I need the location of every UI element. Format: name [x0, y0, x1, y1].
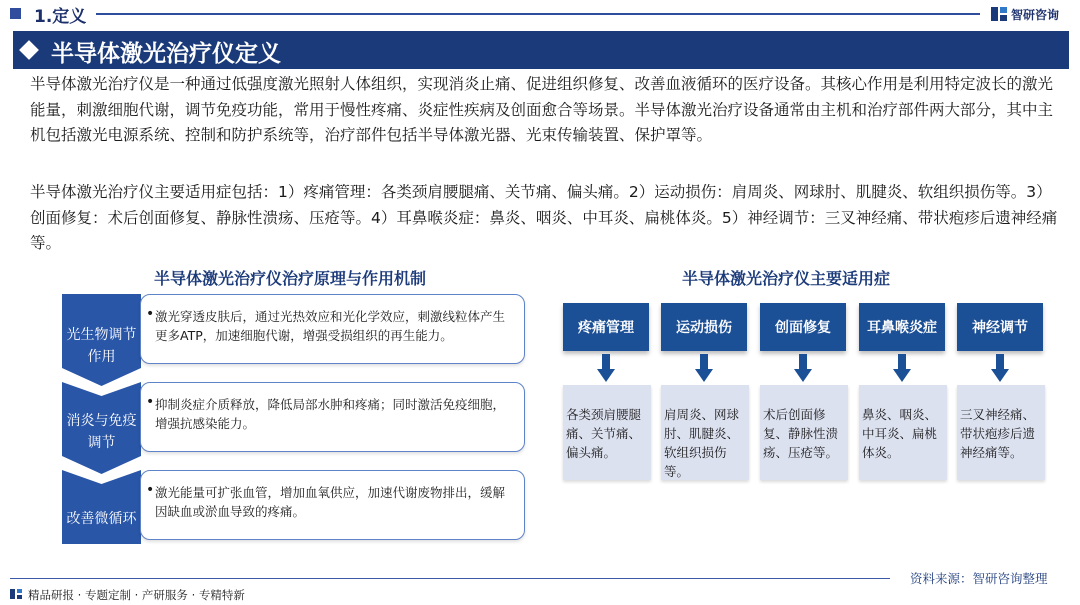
mechanism-label-2	[62, 382, 141, 474]
chevron-arrow-icon	[62, 470, 141, 544]
mechanism-desc-3	[140, 470, 525, 540]
bullet-icon: •	[146, 306, 155, 322]
bullet-icon: •	[146, 394, 155, 410]
mechanism-label-1-line1: 光生物调节	[66, 327, 137, 343]
arrow-down-icon	[695, 354, 713, 382]
brand-logo	[990, 4, 1059, 24]
mechanism-desc-1-text: 激光穿透皮肤后，通过光热效应和光化学效应，刺激线粒体产生更多ATP，加速细胞代谢，增强受损组织的再生能力。	[155, 309, 506, 343]
indication-head: 创面修复	[760, 303, 846, 351]
page-title: 半导体激光治疗仪定义	[51, 41, 281, 67]
indication-head: 疼痛管理	[563, 303, 649, 351]
page-header	[0, 0, 1080, 30]
arrow-down-icon	[991, 354, 1009, 382]
indication-head: 运动损伤	[661, 303, 747, 351]
indication-column-4	[859, 303, 945, 460]
title-bar	[13, 31, 1069, 69]
mechanism-desc-1	[140, 294, 525, 364]
arrow-down-icon	[893, 354, 911, 382]
indications-title: 半导体激光治疗仪主要适用症	[682, 269, 891, 288]
brand-name: 智研咨询	[1011, 7, 1060, 22]
footer-services: 精品研报 · 专题定制 · 产研服务 · 专精特新	[28, 588, 245, 602]
section-marker-icon	[10, 8, 21, 19]
source-note: 资料来源：智研咨询整理	[910, 571, 1048, 586]
header-divider	[96, 13, 980, 15]
indication-detail: 各类颈肩腰腿痛、关节痛、偏头痛。	[563, 385, 651, 480]
mechanism-desc-2	[140, 382, 525, 452]
footer-logo-icon	[10, 588, 22, 600]
indications-paragraph: 半导体激光治疗仪主要适用症包括：1）疼痛管理：各类颈肩腰腿痛、关节痛、偏头痛。2）运动损伤：肩周炎、网球肘、肌腱炎、软组织损伤等。3）创面修复：术后创面修复、静脉性溃疡、压疮等。4）耳鼻喉炎症：鼻炎、咽炎、中耳炎、扁桃体炎。5）神经调节：三叉神经痛、带状疱疹后遗神经痛等。	[30, 183, 1058, 252]
indication-column-2	[661, 303, 747, 479]
definition-paragraph: 半导体激光治疗仪是一种通过低强度激光照射人体组织，实现消炎止痛、促进组织修复、改善血液循环的医疗设备。其核心作用是利用特定波长的激光能量，刺激细胞代谢，调节免疫功能，常用于慢性疼痛、炎症性疾病及创面愈合等场景。半导体激光治疗设备通常由主机和治疗部件两大部分，其中主机包括激光电源系统、控制和防护系统等，治疗部件包括半导体激光器、光束传输装置、保护罩等。	[30, 75, 1054, 144]
mechanism-desc-3-text: 激光能量可扩张血管，增加血氧供应，加速代谢废物排出，缓解因缺血或淤血导致的疼痛。	[155, 485, 506, 519]
mechanism-title: 半导体激光治疗仪治疗原理与作用机制	[154, 269, 427, 288]
diamond-icon	[19, 40, 39, 60]
arrow-down-icon	[794, 354, 812, 382]
mechanism-label-2-line1: 消炎与免疫	[66, 413, 137, 429]
indication-detail: 三叉神经痛、带状疱疹后遗神经痛等。	[957, 385, 1045, 480]
mechanism-label-1-line2: 作用	[87, 349, 116, 365]
section-title: 1.定义	[34, 7, 87, 27]
indication-head: 神经调节	[957, 303, 1043, 351]
indication-head: 耳鼻喉炎症	[859, 303, 945, 351]
mechanism-label-1	[62, 294, 141, 386]
mechanism-label-3-line1: 改善微循环	[66, 511, 137, 527]
indication-detail: 鼻炎、咽炎、中耳炎、扁桃体炎。	[859, 385, 947, 480]
mechanism-label-2-line2: 调节	[87, 435, 116, 451]
indication-detail: 肩周炎、网球肘、肌腱炎、软组织损伤等。	[661, 385, 749, 480]
indication-column-3	[760, 303, 846, 460]
indication-column-1	[563, 303, 649, 460]
mechanism-label-3	[62, 470, 141, 544]
bullet-icon: •	[146, 482, 155, 498]
indication-detail: 术后创面修复、静脉性溃疡、压疮等。	[760, 385, 848, 480]
mechanism-desc-2-text: 抑制炎症介质释放，降低局部水肿和疼痛；同时激活免疫细胞，增强抗感染能力。	[155, 397, 506, 431]
brand-logo-icon	[990, 5, 1008, 23]
arrow-down-icon	[597, 354, 615, 382]
indication-column-5	[957, 303, 1043, 460]
footer-divider	[10, 578, 890, 579]
